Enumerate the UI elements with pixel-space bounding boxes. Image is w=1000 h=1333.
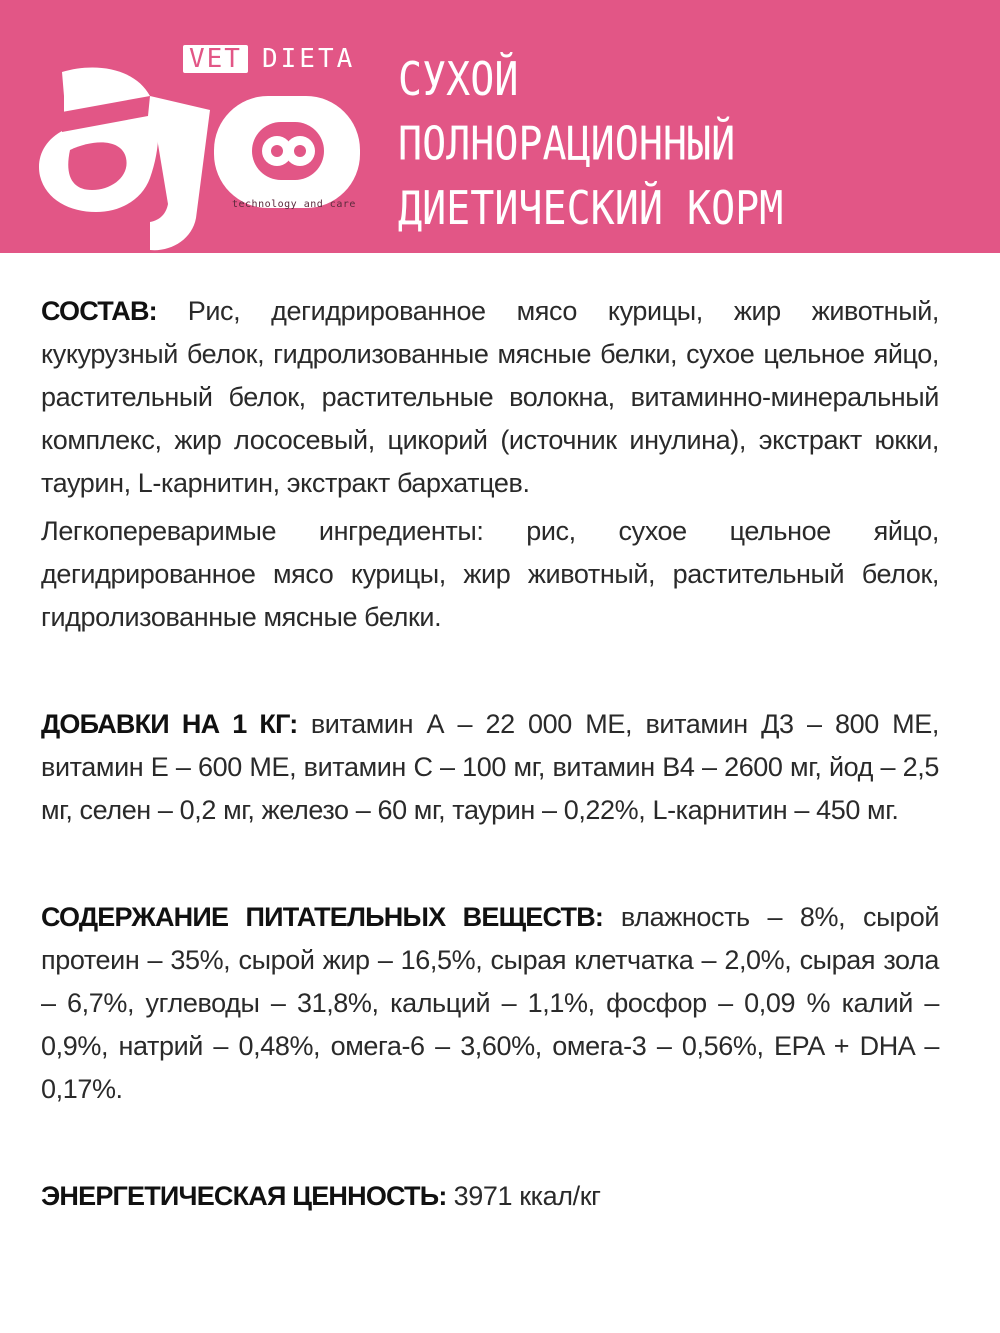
composition-label: СОСТАВ:	[41, 296, 157, 326]
brand-tagline: technology and care	[232, 199, 356, 210]
additives-section	[41, 703, 939, 832]
product-title-line-2: ПОЛНОРАЦИОННЫЙ	[398, 118, 736, 172]
additives-label: ДОБАВКИ НА 1 КГ:	[41, 709, 298, 739]
brand-logo-icon	[0, 0, 380, 253]
energy-value: 3971 ккал/кг	[453, 1181, 601, 1211]
product-title-line-1: СУХОЙ	[398, 53, 519, 107]
energy-section	[41, 1175, 939, 1218]
composition-section	[41, 290, 939, 505]
product-line-name: DIETA	[262, 44, 356, 74]
energy-label: ЭНЕРГЕТИЧЕСКАЯ ЦЕННОСТЬ:	[41, 1181, 447, 1211]
nutrients-section	[41, 896, 939, 1111]
nutrients-label: СОДЕРЖАНИЕ ПИТАТЕЛЬНЫХ ВЕЩЕСТВ:	[41, 902, 604, 932]
product-title	[398, 48, 988, 241]
vet-badge	[183, 45, 248, 73]
product-title-line-3: ДИЕТИЧЕСКИЙ КОРМ	[398, 182, 784, 236]
composition-text: Рис, дегидрированное мясо курицы, жир животный, кукурузный белок, гидролизованные мясные белки, сухое цельное яйцо, растительный белок, растительные волокна, витаминно-минеральный комплекс, жир лососевый, цикорий (источник инулина), экстракт юкки, таурин, L-карнитин, экстракт бархатцев.	[41, 296, 939, 498]
header-band	[0, 0, 1000, 253]
digestible-ingredients-text: Легкопереваримые ингредиенты: рис, сухое цельное яйцо, дегидрированное мясо курицы, жир животный, растительный белок, гидролизованные мясные белки.	[41, 516, 939, 632]
nutrients-text: влажность – 8%, сырой протеин – 35%, сырой жир – 16,5%, сырая клетчатка – 2,0%, сырая зола – 6,7%, углеводы – 31,8%, кальций – 1,1%, фосфор – 0,09 % калий – 0,9%, натрий – 0,48%, омега-6 – 3,60%, омега-3 – 0,56%, EPA + DHA – 0,17%.	[41, 902, 939, 1104]
additives-text: витамин А – 22 000 МЕ, витамин Д3 – 800 МЕ, витамин Е – 600 МЕ, витамин С – 100 мг, витамин В4 – 2600 мг, йод – 2,5 мг, селен – 0,2 мг, железо – 60 мг, таурин – 0,22%, L-карнитин – 450 мг.	[41, 709, 939, 825]
product-info	[41, 290, 939, 1218]
vet-badge-text: VET	[189, 44, 242, 74]
digestible-ingredients-section	[41, 510, 939, 639]
